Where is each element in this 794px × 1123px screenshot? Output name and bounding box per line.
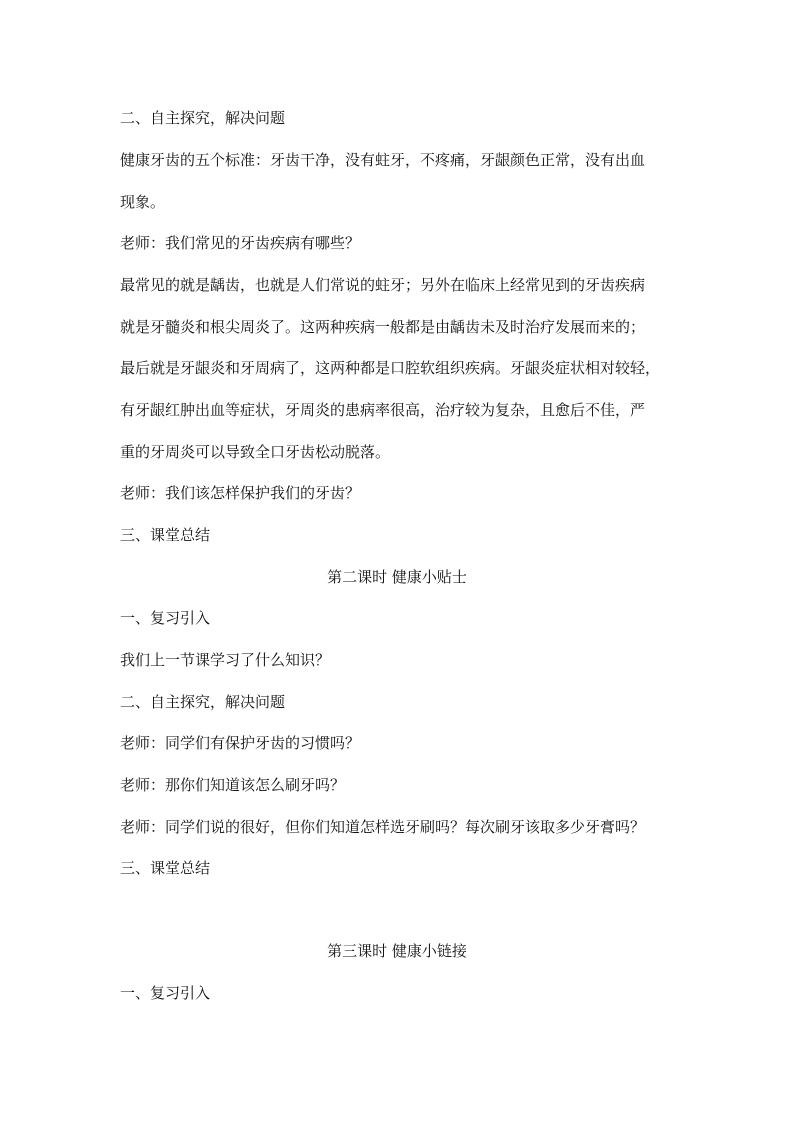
paragraph-line: 健康牙齿的五个标准：牙齿干净，没有蛀牙，不疼痛，牙龈颜色正常，没有出血 bbox=[120, 151, 646, 169]
teacher-question: 老师：我们常见的牙齿疾病有哪些？ bbox=[120, 234, 361, 252]
paragraph-line: 最后就是牙龈炎和牙周病了，这两种都是口腔软组织疾病。牙龈炎症状相对较轻， bbox=[120, 359, 661, 377]
section-heading: 三、课堂总结 bbox=[120, 526, 211, 544]
paragraph-line: 最常见的就是龋齿，也就是人们常说的蛀牙；另外在临床上经常见到的牙齿疾病 bbox=[120, 276, 646, 294]
paragraph-line: 重的牙周炎可以导致全口牙齿松动脱落。 bbox=[120, 443, 391, 461]
paragraph-line: 有牙龈红肿出血等症状，牙周炎的患病率很高，治疗较为复杂，且愈后不佳，严 bbox=[120, 401, 646, 419]
teacher-question: 老师：同学们说的很好，但你们知道怎样选牙刷吗？每次刷牙该取多少牙膏吗？ bbox=[120, 818, 646, 836]
teacher-question: 老师：那你们知道该怎么刷牙吗？ bbox=[120, 776, 346, 794]
paragraph-line: 就是牙髓炎和根尖周炎了。这两种疾病一般都是由龋齿未及时治疗发展而来的； bbox=[120, 318, 646, 336]
teacher-question: 老师：我们该怎样保护我们的牙齿？ bbox=[120, 484, 361, 502]
teacher-question: 老师：同学们有保护牙齿的习惯吗？ bbox=[120, 734, 361, 752]
lesson-title: 第三课时 健康小链接 bbox=[327, 942, 467, 960]
section-heading: 一、复习引入 bbox=[120, 609, 211, 627]
review-question: 我们上一节课学习了什么知识？ bbox=[120, 651, 331, 669]
paragraph-line: 现象。 bbox=[120, 193, 166, 211]
section-heading: 二、自主探究，解决问题 bbox=[120, 109, 286, 127]
section-heading: 三、课堂总结 bbox=[120, 859, 211, 877]
section-heading: 一、复习引入 bbox=[120, 984, 211, 1002]
lesson-title: 第二课时 健康小贴士 bbox=[327, 568, 467, 586]
section-heading: 二、自主探究，解决问题 bbox=[120, 693, 286, 711]
